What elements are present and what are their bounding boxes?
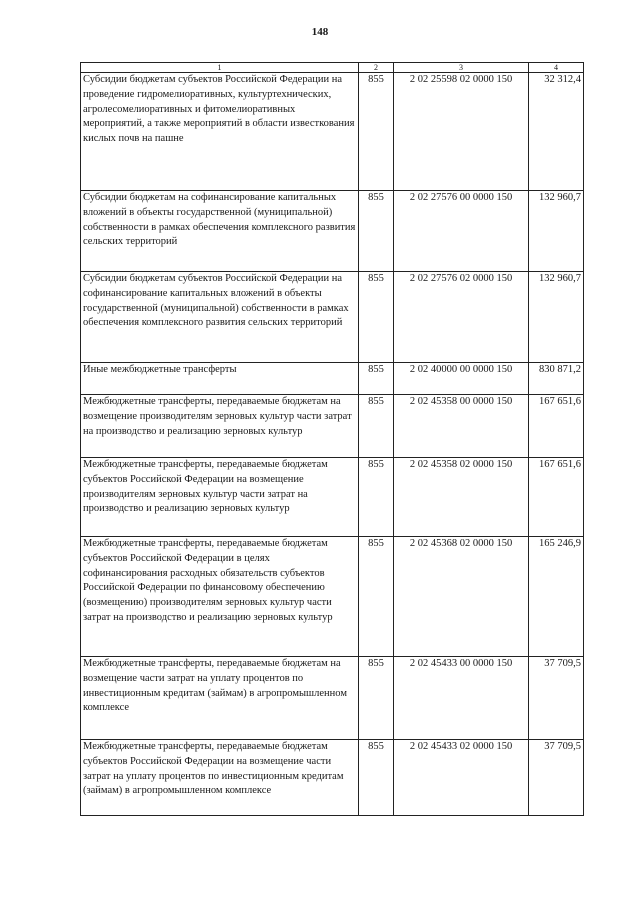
admin-code-cell: 855 xyxy=(359,363,394,395)
revenue-name-cell: Межбюджетные трансферты, передаваемые бюджетам на возмещение части затрат на уплату процентов по инвестиционным кредитам (займам) в агропромышленном комплексе xyxy=(81,657,359,740)
amount-cell: 32 312,4 xyxy=(529,73,584,191)
admin-code-cell: 855 xyxy=(359,740,394,816)
table-row xyxy=(81,191,584,272)
budget-code-cell: 2 02 45358 00 0000 150 xyxy=(394,395,529,458)
amount-cell: 132 960,7 xyxy=(529,191,584,272)
amount-cell: 37 709,5 xyxy=(529,657,584,740)
budget-code-cell: 2 02 27576 02 0000 150 xyxy=(394,272,529,363)
table-row xyxy=(81,363,584,395)
revenue-name-cell: Межбюджетные трансферты, передаваемые бюджетам субъектов Российской Федерации на возмещение производителям зерновых культур части затрат на производство и реализацию зерновых культур xyxy=(81,458,359,537)
table-row xyxy=(81,272,584,363)
revenue-name-cell: Иные межбюджетные трансферты xyxy=(81,363,359,395)
column-number: 1 xyxy=(81,63,359,73)
admin-code-cell: 855 xyxy=(359,537,394,657)
budget-code-cell: 2 02 45433 00 0000 150 xyxy=(394,657,529,740)
amount-cell: 167 651,6 xyxy=(529,395,584,458)
admin-code-cell: 855 xyxy=(359,73,394,191)
amount-cell: 37 709,5 xyxy=(529,740,584,816)
budget-code-cell: 2 02 45358 02 0000 150 xyxy=(394,458,529,537)
revenue-name-cell: Межбюджетные трансферты, передаваемые бюджетам на возмещение производителям зерновых культур части затрат на производство и реализацию зерновых культур xyxy=(81,395,359,458)
revenue-name-cell: Субсидии бюджетам субъектов Российской Федерации на проведение гидромелиоративных, культуртехнических, агролесомелиоративных и фитомелиоративных мероприятий, а также мероприятий в области известкования кислых почв на пашне xyxy=(81,73,359,191)
table-row xyxy=(81,657,584,740)
table-row xyxy=(81,73,584,191)
table-row xyxy=(81,537,584,657)
amount-cell: 132 960,7 xyxy=(529,272,584,363)
revenue-name-cell: Субсидии бюджетам на софинансирование капитальных вложений в объекты государственной (муниципальной) собственности в рамках обеспечения комплексного развития сельских территорий xyxy=(81,191,359,272)
budget-code-cell: 2 02 40000 00 0000 150 xyxy=(394,363,529,395)
revenue-name-cell: Межбюджетные трансферты, передаваемые бюджетам субъектов Российской Федерации на возмещение части затрат на уплату процентов по инвестиционным кредитам (займам) в агропромышленном комплексе xyxy=(81,740,359,816)
revenue-name-cell: Межбюджетные трансферты, передаваемые бюджетам субъектов Российской Федерации в целях софинансирования расходных обязательств субъектов Российской Федерации по финансовому обеспечению (возмещению) производителям зерновых культур части затрат на производство и реализацию зерновых культур xyxy=(81,537,359,657)
budget-revenue-table xyxy=(80,62,584,816)
budget-code-cell: 2 02 45368 02 0000 150 xyxy=(394,537,529,657)
amount-cell: 165 246,9 xyxy=(529,537,584,657)
column-number: 2 xyxy=(359,63,394,73)
table-row xyxy=(81,395,584,458)
amount-cell: 167 651,6 xyxy=(529,458,584,537)
budget-code-cell: 2 02 27576 00 0000 150 xyxy=(394,191,529,272)
table-row xyxy=(81,740,584,816)
admin-code-cell: 855 xyxy=(359,191,394,272)
admin-code-cell: 855 xyxy=(359,458,394,537)
page-number: 148 xyxy=(311,26,329,38)
table-row xyxy=(81,458,584,537)
budget-code-cell: 2 02 25598 02 0000 150 xyxy=(394,73,529,191)
column-number: 4 xyxy=(529,63,584,73)
admin-code-cell: 855 xyxy=(359,657,394,740)
column-number-row xyxy=(81,63,584,73)
revenue-name-cell: Субсидии бюджетам субъектов Российской Федерации на софинансирование капитальных вложений в объекты государственной (муниципальной) собственности в рамках обеспечения комплексного развития сельских территорий xyxy=(81,272,359,363)
amount-cell: 830 871,2 xyxy=(529,363,584,395)
column-number: 3 xyxy=(394,63,529,73)
admin-code-cell: 855 xyxy=(359,272,394,363)
budget-code-cell: 2 02 45433 02 0000 150 xyxy=(394,740,529,816)
admin-code-cell: 855 xyxy=(359,395,394,458)
